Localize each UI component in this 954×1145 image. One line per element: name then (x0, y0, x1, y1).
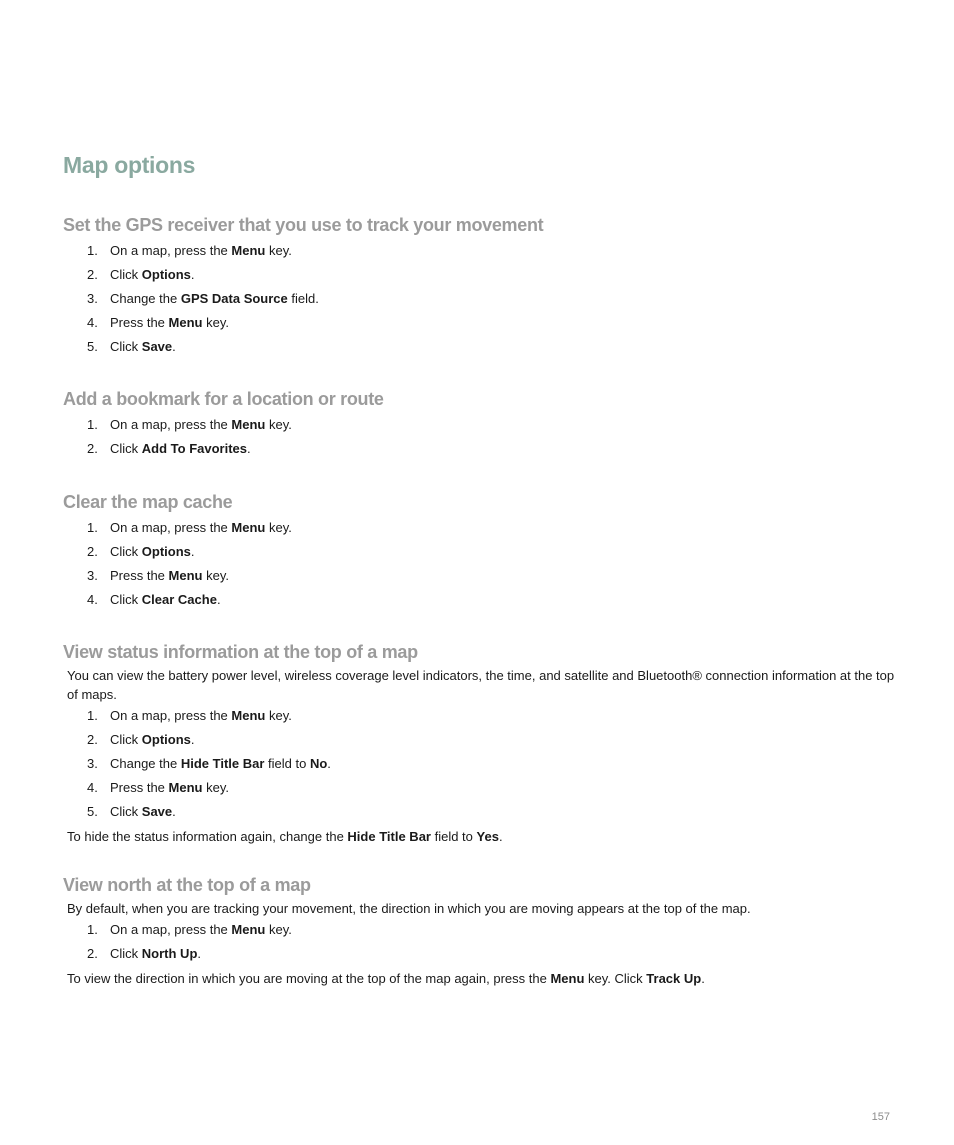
step-text: Change the (110, 756, 181, 771)
step-item (63, 776, 893, 800)
ui-term: Save (141, 804, 173, 819)
step-text: . (172, 339, 176, 354)
section-add-bookmark (63, 385, 893, 461)
step-number: 1. (87, 922, 98, 937)
page-number: 157 (871, 1111, 890, 1123)
step-text: Click (110, 804, 142, 819)
step-text: Change the (110, 291, 181, 306)
ui-term: Options (141, 732, 191, 747)
step-number: 3. (87, 756, 98, 771)
step-text: . (172, 804, 176, 819)
step-text: On a map, press the (110, 708, 232, 723)
ui-term: Options (141, 267, 191, 282)
step-text: field. (287, 291, 319, 306)
step-text: key. (265, 417, 292, 432)
ui-term: Menu (231, 708, 266, 723)
ui-term: Hide Title Bar (180, 756, 265, 771)
ui-term: Menu (231, 922, 266, 937)
ui-term: Save (141, 339, 173, 354)
step-text: key. (202, 568, 229, 583)
ui-term: Hide Title Bar (347, 829, 431, 844)
step-number: 4. (87, 315, 98, 330)
step-item (63, 728, 893, 752)
step-list (63, 413, 893, 461)
step-text: . (197, 946, 202, 961)
step-item (63, 239, 893, 263)
step-text: On a map, press the (110, 417, 232, 432)
intro-paragraph: By default, when you are tracking your movement, the direction in which you are moving appears at the top of the map. (67, 901, 751, 916)
step-text: key. (202, 315, 229, 330)
section-gps-receiver (63, 211, 893, 359)
section-heading: View status information at the top of a map (63, 642, 418, 662)
step-text: . (190, 732, 195, 747)
step-text: . (216, 592, 221, 607)
step-number: 2. (87, 441, 98, 456)
outro-text: field to (430, 829, 477, 844)
step-text: field to (264, 756, 310, 771)
step-item (63, 516, 893, 540)
outro-text: . (701, 971, 705, 986)
section-heading: Clear the map cache (63, 492, 233, 512)
step-item (63, 942, 893, 966)
ui-term: Options (141, 544, 191, 559)
step-number: 1. (87, 708, 98, 723)
step-text: Click (110, 339, 142, 354)
intro-paragraph: You can view the battery power level, wireless coverage level indicators, the time, and satellite and Bluetooth® connection information at the top of maps. (67, 668, 895, 702)
step-item (63, 437, 893, 461)
ui-term: Menu (231, 417, 266, 432)
step-item (63, 287, 893, 311)
step-number: 4. (87, 592, 98, 607)
step-text: Press the (110, 780, 169, 795)
outro-text: To view the direction in which you are moving at the top of the map again, press the (67, 971, 551, 986)
step-text: Press the (110, 568, 169, 583)
step-number: 5. (87, 804, 98, 819)
step-number: 2. (87, 544, 98, 559)
ui-term: No (309, 756, 328, 771)
ui-term: Menu (168, 315, 203, 330)
step-text: Click (110, 544, 142, 559)
step-number: 1. (87, 417, 98, 432)
outro-paragraph (67, 969, 897, 988)
step-text: On a map, press the (110, 243, 232, 258)
ui-term: GPS Data Source (180, 291, 288, 306)
step-item (63, 413, 893, 437)
step-text: . (247, 441, 251, 456)
step-item (63, 335, 893, 359)
step-number: 2. (87, 267, 98, 282)
section-heading: Set the GPS receiver that you use to track your movement (63, 215, 544, 235)
step-text: Click (110, 267, 142, 282)
step-item (63, 588, 893, 612)
section-clear-cache (63, 488, 893, 612)
step-text: Click (110, 732, 142, 747)
step-text: . (190, 267, 195, 282)
section-north-up (63, 871, 893, 988)
step-text: key. (265, 922, 292, 937)
ui-term: Menu (168, 568, 203, 583)
step-item (63, 311, 893, 335)
step-item (63, 263, 893, 287)
step-item (63, 704, 893, 728)
ui-term: Clear Cache (141, 592, 217, 607)
page-title: Map options (63, 152, 196, 178)
step-number: 5. (87, 339, 98, 354)
step-text: key. (202, 780, 229, 795)
step-number: 1. (87, 520, 98, 535)
step-item (63, 564, 893, 588)
ui-term: Menu (231, 243, 266, 258)
section-status-information (63, 638, 893, 846)
step-text: On a map, press the (110, 922, 232, 937)
step-text: Click (110, 946, 142, 961)
outro-text: key. Click (584, 971, 647, 986)
step-item (63, 752, 893, 776)
step-number: 2. (87, 732, 98, 747)
step-number: 3. (87, 291, 98, 306)
section-heading: Add a bookmark for a location or route (63, 389, 384, 409)
step-text: On a map, press the (110, 520, 232, 535)
step-number: 1. (87, 243, 98, 258)
ui-term: Track Up (646, 971, 702, 986)
step-list (63, 704, 893, 824)
step-number: 3. (87, 568, 98, 583)
step-number: 4. (87, 780, 98, 795)
ui-term: Add To Favorites (141, 441, 247, 456)
step-item (63, 540, 893, 564)
step-text: Click (110, 441, 142, 456)
outro-paragraph (67, 827, 897, 846)
step-list (63, 516, 893, 612)
step-text: . (327, 756, 331, 771)
step-text: key. (265, 708, 292, 723)
section-heading: View north at the top of a map (63, 875, 311, 895)
step-item (63, 918, 893, 942)
step-text: Click (110, 592, 142, 607)
step-item (63, 800, 893, 824)
outro-text: . (498, 829, 503, 844)
ui-term: Menu (231, 520, 266, 535)
ui-term: North Up (141, 946, 198, 961)
step-list (63, 918, 893, 966)
ui-term: Menu (168, 780, 203, 795)
outro-text: To hide the status information again, change the (67, 829, 348, 844)
step-text: key. (265, 243, 292, 258)
step-list (63, 239, 893, 359)
step-number: 2. (87, 946, 98, 961)
ui-term: Menu (550, 971, 585, 986)
step-text: key. (265, 520, 292, 535)
step-text: Press the (110, 315, 169, 330)
step-text: . (190, 544, 195, 559)
ui-term: Yes (476, 829, 499, 844)
